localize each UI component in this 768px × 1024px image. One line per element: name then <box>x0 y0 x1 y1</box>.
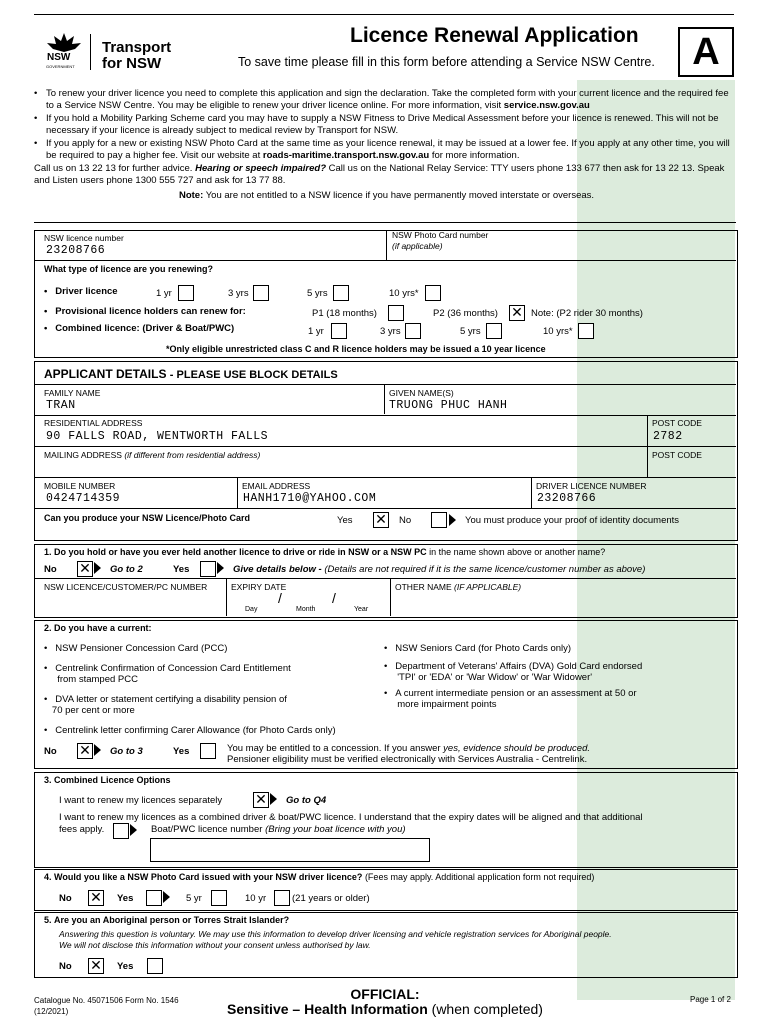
q2-item: • A current intermediate pension or an assessment at 50 or more impairment points <box>384 688 637 710</box>
day-label: Day <box>245 606 258 613</box>
q3-combined-checkbox[interactable] <box>113 823 129 839</box>
arrow-icon <box>270 793 277 805</box>
form-subtitle: To save time please fill in this form before attending a Service NSW Centre. <box>238 55 655 69</box>
divider <box>237 477 238 508</box>
opt-label: 5 yrs <box>460 326 481 337</box>
applicant-heading: APPLICANT DETAILS - PLEASE USE BLOCK DETAILS <box>44 367 338 381</box>
catalogue-info: Catalogue No. 45071506 Form No. 1546 (12/2021) <box>34 996 179 1016</box>
nsw-wordmark: NSW <box>47 52 71 63</box>
intro-text <box>34 88 739 202</box>
org-name <box>102 40 171 72</box>
arrow-icon <box>94 562 101 574</box>
intro-bullet: • To renew your driver licence you need to complete this application and sign the declaration. Take the completed form with your current licence and the required fee to a Service NSW Centre. You may be eligible to renew your driver licence online. For more information, visit service.nsw.gov.au <box>34 88 739 111</box>
opt-label: P2 (36 months) <box>433 308 498 319</box>
q5-yes-checkbox[interactable] <box>147 958 163 974</box>
no-label: No <box>59 893 72 904</box>
q3-text: 3. Combined Licence Options <box>44 775 171 785</box>
q2-yes-checkbox[interactable] <box>200 743 216 759</box>
combined-1yr-checkbox[interactable] <box>331 323 347 339</box>
page-number: Page 1 of 2 <box>690 995 731 1004</box>
q5-info: Answering this question is voluntary. We may use this information to develop driver licensing and vehicle registration services for Aboriginal people. <box>59 929 612 939</box>
divider <box>34 578 736 579</box>
divider <box>384 384 385 414</box>
q4-yes-checkbox[interactable] <box>146 890 162 906</box>
q2-item: • Centrelink letter confirming Carer Allowance (for Photo Cards only) <box>44 725 336 736</box>
divider <box>34 415 736 416</box>
arrow-icon <box>94 744 101 756</box>
divider <box>390 578 391 616</box>
combined-10yr-checkbox[interactable] <box>578 323 594 339</box>
opt-label: 5 yr <box>186 893 202 904</box>
boat-licence-input[interactable] <box>150 838 430 862</box>
divider <box>34 508 736 509</box>
yes-label: Yes <box>337 515 353 526</box>
form-letter: A <box>678 27 734 77</box>
q2-text: 2. Do you have a current: <box>44 623 152 633</box>
q2-item: • Department of Veterans' Affairs (DVA) Gold Card endorsed 'TPI' or 'EDA' or 'War Widow' or 'War Widower' <box>384 661 643 683</box>
driver-licence-field[interactable]: 23208766 <box>537 492 597 505</box>
q2-note: You may be entitled to a concession. If you answer yes, evidence should be produced. Pensioner eligibility must be verified electronically with Services Australia - Centrelink. <box>227 743 590 765</box>
mobile-label: MOBILE NUMBER <box>44 481 116 491</box>
arrow-icon <box>163 891 170 903</box>
divider <box>34 384 736 385</box>
q5-text: 5. Are you an Aboriginal person or Torres Strait Islander? <box>44 915 290 925</box>
classification: OFFICIAL: Sensitive – Health Information (when completed) <box>227 986 543 1017</box>
divider <box>386 230 387 260</box>
given-name-field[interactable]: TRUONG PHUC HANH <box>389 399 508 412</box>
p1-checkbox[interactable] <box>388 305 404 321</box>
q3-combined-label: fees apply. <box>59 824 105 835</box>
goto-label: Go to 3 <box>110 746 143 757</box>
q2-item: • NSW Pensioner Concession Card (PCC) <box>44 643 228 654</box>
mailing-label: MAILING ADDRESS (if different from residential address) <box>44 450 261 460</box>
date-separator: / <box>278 590 282 606</box>
given-name-label: GIVEN NAME(S) <box>389 388 454 398</box>
postcode-label: POST CODE <box>652 418 702 428</box>
p2-checkbox[interactable]: ✕ <box>509 305 525 321</box>
licence-number-label: NSW licence number <box>44 233 124 243</box>
q2-item: • DVA letter or statement certifying a disability pension of 70 per cent or more <box>44 694 287 716</box>
q2-no-checkbox[interactable]: ✕ <box>77 743 93 759</box>
produce-no-checkbox[interactable] <box>431 512 447 528</box>
no-label: No <box>44 564 57 575</box>
no-label: No <box>399 515 412 526</box>
no-label: No <box>59 961 72 972</box>
q2-item: • Centrelink Confirmation of Concession Card Entitlement from stamped PCC <box>44 663 291 685</box>
intro-bullet: • If you hold a Mobility Parking Scheme card you may have to supply a NSW Fitness to Drive Medical Assessment before your licence is renewed. This will not be necessary if your licence is already subject to medical review by Transport for NSW. <box>34 113 739 136</box>
opt-label: 10 yrs* <box>389 288 419 299</box>
q1-licence-label: NSW LICENCE/CUSTOMER/PC NUMBER <box>44 582 208 592</box>
q4-text: 4. Would you like a NSW Photo Card issued with your NSW driver licence? (Fees may apply. Additional application form not required) <box>44 872 595 882</box>
expiry-label: EXPIRY DATE <box>231 582 287 592</box>
opt-label: 5 yrs <box>307 288 328 299</box>
interstate-note: Note: You are not entitled to a NSW licence if you have permanently moved interstate or overseas. <box>178 190 595 201</box>
q5-no-checkbox[interactable]: ✕ <box>88 958 104 974</box>
opt-label: 3 yrs <box>380 326 401 337</box>
q5-info: We will not disclose this information without your consent unless authorised by law. <box>59 940 371 950</box>
q2-item: • NSW Seniors Card (for Photo Cards only) <box>384 643 572 654</box>
produce-yes-checkbox[interactable]: ✕ <box>373 512 389 528</box>
combined-3yr-checkbox[interactable] <box>405 323 421 339</box>
q1-no-checkbox[interactable]: ✕ <box>77 561 93 577</box>
yes-label: Yes <box>117 893 134 904</box>
government-wordmark: GOVERNMENT <box>46 64 75 69</box>
q3-combined-label: I want to renew my licences as a combined driver & boat/PWC licence. I understand that the expiry dates will be aligned and that additional <box>59 812 643 823</box>
driver-5yr-checkbox[interactable] <box>333 285 349 301</box>
year-label: Year <box>354 606 369 613</box>
photo-card-sub: (if applicable) <box>392 241 443 251</box>
q4-no-checkbox[interactable]: ✕ <box>88 890 104 906</box>
section-rule <box>34 222 736 223</box>
goto-label: Go to Q4 <box>286 795 327 806</box>
residential-field[interactable]: 90 FALLS ROAD, WENTWORTH FALLS <box>46 430 269 443</box>
arrow-icon <box>217 562 224 574</box>
q4-5yr-checkbox[interactable] <box>211 890 227 906</box>
q1-give-details: Give details below - (Details are not required if it is the same licence/customer number as above) <box>233 564 646 575</box>
family-name-field[interactable]: TRAN <box>46 399 76 412</box>
mailing-postcode-label: POST CODE <box>652 450 702 460</box>
provisional-label: • Provisional licence holders can renew for: <box>44 306 246 317</box>
divider <box>226 578 227 616</box>
call-text: Call us on 13 22 13 for further advice. Hearing or speech impaired? Call us on the National Relay Service: TTY users phone 133 677 then ask for 13 22 13. Speak and Listen users phone 1300 555 727 and ask for 13 77 88. <box>34 163 725 186</box>
combined-5yr-checkbox[interactable] <box>486 323 502 339</box>
mobile-field[interactable]: 0424714359 <box>46 492 121 505</box>
date-separator: / <box>332 590 336 606</box>
postcode-field[interactable]: 2782 <box>653 430 683 443</box>
family-name-label: FAMILY NAME <box>44 388 101 398</box>
residential-label: RESIDENTIAL ADDRESS <box>44 418 143 428</box>
service-link[interactable]: service.nsw.gov.au <box>503 99 590 111</box>
driver-10yr-checkbox[interactable] <box>425 285 441 301</box>
month-label: Month <box>296 606 316 613</box>
transport-nsw-logo <box>44 30 184 74</box>
p2-note: Note: (P2 rider 30 months) <box>531 308 643 319</box>
q3-separate-label: I want to renew my licences separately <box>59 795 223 806</box>
yes-label: Yes <box>117 961 134 972</box>
org-line-2: for NSW <box>102 55 162 72</box>
logo-divider <box>90 34 91 70</box>
opt-label: 10 yrs* <box>543 326 573 337</box>
opt-label: P1 (18 months) <box>312 308 377 319</box>
opt-label: 10 yr <box>245 893 267 904</box>
photo-card-label: NSW Photo Card number <box>392 230 489 240</box>
email-field[interactable]: HANH1710@YAHOO.COM <box>243 492 377 505</box>
website-link[interactable]: roads-maritime.transport.nsw.gov.au <box>262 149 430 161</box>
org-line-1: Transport <box>102 39 172 56</box>
opt-label: 3 yrs <box>228 288 249 299</box>
divider <box>34 446 736 447</box>
arrow-icon <box>130 824 137 836</box>
yes-label: Yes <box>173 564 190 575</box>
divider <box>34 477 736 478</box>
driver-licence-label: DRIVER LICENCE NUMBER <box>536 481 647 491</box>
driver-1yr-checkbox[interactable] <box>178 285 194 301</box>
driver-3yr-checkbox[interactable] <box>253 285 269 301</box>
produce-note: You must produce your proof of identity documents <box>465 515 680 526</box>
eligibility-note: *Only eligible unrestricted class C and R licence holders may be issued a 10 year licence <box>166 344 546 354</box>
licence-type-question: What type of licence are you renewing? <box>44 264 214 274</box>
intro-bullet: • If you apply for a new or existing NSW Photo Card at the same time as your licence renewal, it may be issued at a lower fee. If you apply at any other time, you will be required to pay a higher fee. Visit our website at roads-maritime.transport.nsw.gov.au for more information. <box>34 138 739 161</box>
top-rule <box>34 14 734 15</box>
driver-licence-label: • Driver licence <box>44 286 118 297</box>
arrow-icon <box>449 514 456 526</box>
goto-label: Go to 2 <box>110 564 143 575</box>
q4-10yr-checkbox[interactable] <box>274 890 290 906</box>
form-title: Licence Renewal Application <box>350 24 639 47</box>
email-label: EMAIL ADDRESS <box>242 481 311 491</box>
yes-label: Yes <box>173 746 190 757</box>
q1-text: 1. Do you hold or have you ever held another licence to drive or ride in NSW or a NSW PC in the name shown above or another name? <box>44 547 606 557</box>
q3-separate-checkbox[interactable]: ✕ <box>253 792 269 808</box>
produce-question: Can you produce your NSW Licence/Photo Card <box>44 513 251 523</box>
q1-yes-checkbox[interactable] <box>200 561 216 577</box>
licence-number-field[interactable]: 23208766 <box>46 244 106 257</box>
no-label: No <box>44 746 57 757</box>
age-note: (21 years or older) <box>292 893 370 904</box>
boat-licence-label: Boat/PWC licence number (Bring your boat licence with you) <box>151 824 406 835</box>
opt-label: 1 yr <box>308 326 324 337</box>
other-name-label: OTHER NAME (IF APPLICABLE) <box>395 582 522 592</box>
divider <box>34 260 736 261</box>
combined-label: • Combined licence: (Driver & Boat/PWC) <box>44 323 235 334</box>
divider <box>531 477 532 508</box>
opt-label: 1 yr <box>156 288 172 299</box>
